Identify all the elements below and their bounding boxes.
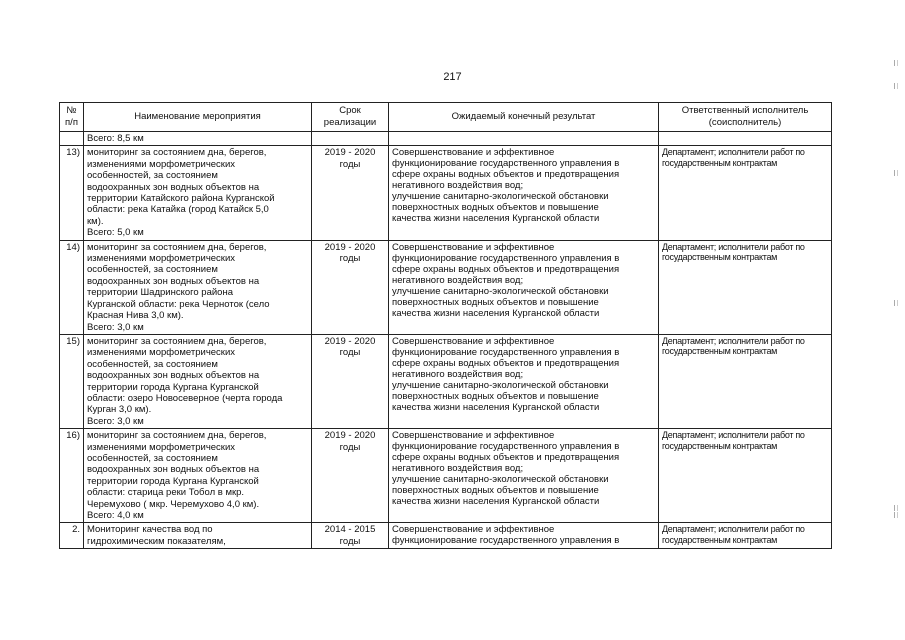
row-term-text: [315, 336, 385, 359]
header-num: [60, 103, 84, 132]
text-line: п/п: [65, 117, 78, 128]
row-result-text: [392, 242, 655, 319]
text-line: годы: [339, 441, 361, 453]
row-term: [312, 429, 389, 523]
carry-over-row: [60, 132, 832, 146]
text-line: Совершенствование и эффективное: [392, 335, 555, 347]
text-line: 2019 - 2020: [324, 335, 376, 347]
text-line: изменениями морфометрических: [87, 347, 236, 359]
text-line: Совершенствование и эффективное: [392, 524, 555, 536]
table-row: [60, 429, 832, 523]
text-line: 2019 - 2020: [324, 241, 376, 253]
table-row: [60, 523, 832, 549]
text-line: государственным контрактам: [662, 157, 778, 168]
text-line: Курган 3,0 км).: [87, 404, 152, 416]
text-line: 2019 - 2020: [324, 430, 376, 442]
text-line: особенностей, за состоянием: [87, 170, 218, 182]
table-header-row: [60, 103, 832, 132]
text-line: годы: [339, 253, 361, 265]
row-result: [389, 240, 659, 334]
text-line: изменениями морфометрических: [87, 158, 236, 170]
text-line: области: озеро Новосеверное (черта города: [87, 392, 283, 404]
row-name-text: [87, 430, 308, 521]
text-line: негативного воздействия вод;: [392, 180, 524, 192]
measures-table: [59, 102, 832, 549]
text-line: поверхностных водных объектов и повышение: [392, 202, 599, 214]
text-line: Срок: [339, 105, 361, 116]
scan-mark: [894, 512, 898, 518]
text-line: территории города Кургана Курганской: [87, 475, 259, 487]
row-result-text: [392, 524, 655, 546]
text-line: годы: [339, 535, 361, 547]
text-line: изменениями морфометрических: [87, 441, 236, 453]
text-line: негативного воздействия вод;: [392, 463, 524, 475]
table-row: [60, 334, 832, 428]
row-responsible-text: [662, 524, 828, 545]
text-line: Совершенствование и эффективное: [392, 241, 555, 253]
text-line: государственным контрактам: [662, 252, 778, 263]
text-line: территории города Кургана Курганской: [87, 381, 259, 393]
row-term-text: [315, 147, 385, 170]
carry-over-result: [389, 132, 659, 146]
row-name-text: [87, 524, 308, 547]
text-line: Всего: 3,0 км: [87, 415, 144, 427]
text-line: области: старица реки Тобол в мкр.: [87, 487, 245, 499]
row-name-text: [87, 242, 308, 333]
text-line: мониторинг за состоянием дна, берегов,: [87, 241, 267, 253]
row-responsible-text: [662, 430, 828, 451]
text-line: Курганской области: река Черноток (село: [87, 298, 270, 310]
text-line: Департамент; исполнители работ по: [662, 335, 805, 346]
text-line: особенностей, за состоянием: [87, 358, 218, 370]
text-line: Совершенствование и эффективное: [392, 430, 555, 442]
text-line: особенностей, за состоянием: [87, 264, 218, 276]
text-line: №: [66, 105, 77, 116]
text-line: функционирование государственного управления в: [392, 441, 620, 453]
row-num: 16): [60, 429, 84, 523]
page-number: 217: [443, 71, 462, 83]
carry-over-name: Всего: 8,5 км: [84, 132, 312, 146]
row-term: [312, 146, 389, 240]
row-term-text: [315, 524, 385, 547]
row-num: 2.: [60, 523, 84, 549]
text-line: области: река Катайка (город Катайск 5,0: [87, 204, 269, 216]
row-name: [84, 523, 312, 549]
text-line: водоохранных зон водных объектов на: [87, 181, 260, 193]
text-line: улучшение санитарно-экологической обстановки: [392, 474, 609, 486]
text-line: государственным контрактам: [662, 534, 778, 545]
text-line: качества жизни населения Курганской области: [392, 307, 600, 319]
text-line: улучшение санитарно-экологической обстановки: [392, 191, 609, 203]
row-name: [84, 146, 312, 240]
text-line: негативного воздействия вод;: [392, 274, 524, 286]
scan-mark: [894, 300, 898, 306]
text-line: годы: [339, 347, 361, 359]
text-line: государственным контрактам: [662, 346, 778, 357]
text-line: водоохранных зон водных объектов на: [87, 464, 260, 476]
text-line: реализации: [323, 117, 377, 128]
row-term-text: [315, 242, 385, 265]
text-line: функционирование государственного управления в: [392, 346, 620, 358]
text-line: территории Катайского района Курганской: [87, 193, 275, 205]
row-num: 15): [60, 334, 84, 428]
text-line: улучшение санитарно-экологической обстановки: [392, 379, 609, 391]
row-responsible-text: [662, 242, 828, 263]
carry-over-num: [60, 132, 84, 146]
row-name-text: [87, 147, 308, 238]
row-result: [389, 146, 659, 240]
text-line: Департамент; исполнители работ по: [662, 241, 805, 252]
text-line: Черемухово ( мкр. Черемухово 4,0 км).: [87, 498, 260, 510]
row-result: [389, 523, 659, 549]
text-line: поверхностных водных объектов и повышение: [392, 485, 599, 497]
text-line: Красная Нива 3,0 км).: [87, 310, 184, 322]
text-line: гидрохимическим показателям,: [87, 535, 226, 547]
text-line: качества жизни населения Курганской области: [392, 213, 600, 225]
row-name: [84, 334, 312, 428]
header-result: Ожидаемый конечный результат: [389, 103, 659, 132]
row-responsible: [659, 334, 832, 428]
scan-mark: [894, 60, 898, 66]
text-line: 2019 - 2020: [324, 147, 376, 159]
table-row: [60, 146, 832, 240]
header-name: Наименование мероприятия: [84, 103, 312, 132]
text-line: сфере охраны водных объектов и предотвращения: [392, 452, 620, 464]
text-line: изменениями морфометрических: [87, 253, 236, 265]
row-term: [312, 240, 389, 334]
row-result-text: [392, 336, 655, 413]
text-line: Мониторинг качества вод по: [87, 524, 213, 536]
row-responsible-text: [662, 147, 828, 168]
text-line: км).: [87, 215, 104, 227]
row-term: [312, 334, 389, 428]
text-line: водоохранных зон водных объектов на: [87, 275, 260, 287]
row-result-text: [392, 147, 655, 224]
row-term: [312, 523, 389, 549]
text-line: сфере охраны водных объектов и предотвращения: [392, 263, 620, 275]
text-line: Всего: 4,0 км: [87, 510, 144, 521]
row-num: 13): [60, 146, 84, 240]
row-result-text: [392, 430, 655, 507]
row-result: [389, 429, 659, 523]
text-line: Совершенствование и эффективное: [392, 147, 555, 159]
text-line: негативного воздействия вод;: [392, 368, 524, 380]
text-line: сфере охраны водных объектов и предотвращения: [392, 169, 620, 181]
row-num: 14): [60, 240, 84, 334]
text-line: мониторинг за состоянием дна, берегов,: [87, 147, 267, 159]
row-responsible: [659, 429, 832, 523]
row-responsible: [659, 146, 832, 240]
text-line: Ответственный исполнитель: [681, 105, 809, 116]
text-line: качества жизни населения Курганской области: [392, 496, 600, 508]
row-name: [84, 429, 312, 523]
text-line: территории Шадринского района: [87, 287, 233, 299]
row-responsible: [659, 240, 832, 334]
row-result: [389, 334, 659, 428]
scan-mark: [894, 170, 898, 176]
carry-over-term: [312, 132, 389, 146]
scan-mark: [894, 83, 898, 89]
text-line: поверхностных водных объектов и повышение: [392, 296, 599, 308]
header-term: [312, 103, 389, 132]
text-line: (соисполнитель): [708, 117, 782, 128]
text-line: функционирование государственного управления в: [392, 535, 620, 547]
row-responsible: [659, 523, 832, 549]
text-line: поверхностных водных объектов и повышение: [392, 390, 599, 402]
text-line: мониторинг за состоянием дна, берегов,: [87, 335, 267, 347]
text-line: мониторинг за состоянием дна, берегов,: [87, 430, 267, 442]
carry-over-responsible: [659, 132, 832, 146]
row-name: [84, 240, 312, 334]
text-line: улучшение санитарно-экологической обстановки: [392, 285, 609, 297]
table-row: [60, 240, 832, 334]
header-responsible: [659, 103, 832, 132]
text-line: 2014 - 2015: [324, 524, 376, 536]
text-line: Всего: 3,0 км: [87, 321, 144, 333]
text-line: Департамент; исполнители работ по: [662, 524, 805, 535]
text-line: качества жизни населения Курганской области: [392, 401, 600, 413]
text-line: годы: [339, 158, 361, 170]
row-name-text: [87, 336, 308, 427]
text-line: функционирование государственного управления в: [392, 158, 620, 170]
text-line: функционирование государственного управления в: [392, 252, 620, 264]
text-line: особенностей, за состоянием: [87, 452, 218, 464]
text-line: Департамент; исполнители работ по: [662, 430, 805, 441]
text-line: сфере охраны водных объектов и предотвращения: [392, 357, 620, 369]
text-line: водоохранных зон водных объектов на: [87, 370, 260, 382]
text-line: Департамент; исполнители работ по: [662, 147, 805, 158]
scan-mark: [894, 505, 898, 511]
text-line: Всего: 5,0 км: [87, 227, 144, 239]
text-line: государственным контрактам: [662, 440, 778, 451]
row-term-text: [315, 430, 385, 453]
row-responsible-text: [662, 336, 828, 357]
